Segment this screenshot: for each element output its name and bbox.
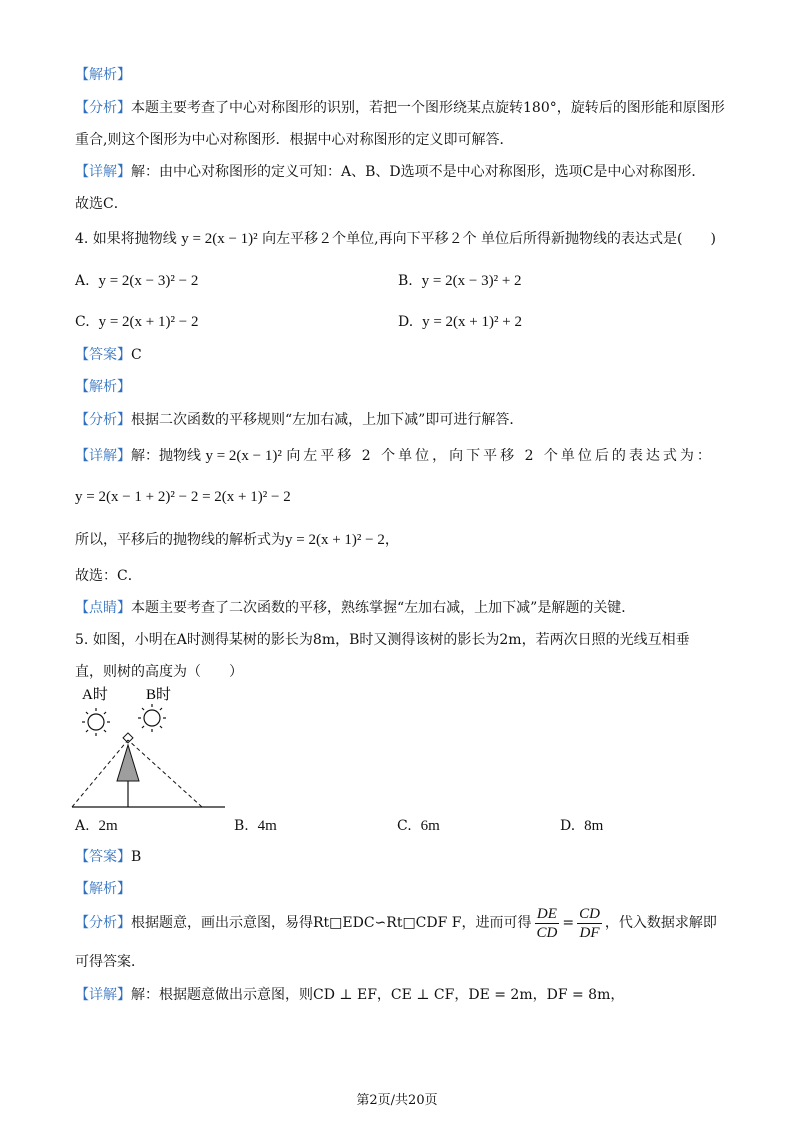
fraction-de-cd — [535, 905, 560, 942]
right-angle-mark — [123, 733, 133, 743]
q4-fenxi-tag: 【分析】 — [75, 412, 131, 428]
q5-xiangjie-tag: 【详解】 — [75, 987, 131, 1003]
fraction-cd-df-denominator: DF — [579, 924, 600, 941]
q4-stem — [75, 229, 716, 249]
q4-jiexi-tag: 【解析】 — [75, 379, 131, 395]
q4-suoyi — [75, 530, 399, 550]
q4-option-b-label: B. — [398, 273, 413, 289]
q5-option-b-text: 4m — [257, 818, 277, 834]
q3-xiangjie — [75, 162, 705, 182]
q5-option-d — [560, 816, 603, 836]
q5-answer-tag: 【答案】 — [75, 849, 131, 865]
q3-guxuan: 故选C． — [75, 196, 128, 212]
q5-option-a-text: 2m — [98, 818, 118, 834]
q4-xiangjie-b: 向左平移 2 个单位，向下平移 2 个单位后的表达式为： — [286, 448, 714, 464]
q3-fenxi-line1 — [75, 98, 725, 118]
ray-b-line — [128, 740, 202, 807]
q5-xiangjie — [75, 985, 624, 1005]
fraction-cd-df-numerator: CD — [579, 905, 600, 922]
q3-fenxi-line2: 重合,则这个图形为中心对称图形．根据中心对称图形的定义即可解答． — [75, 132, 514, 148]
q4-answer-tag: 【答案】 — [75, 347, 131, 363]
q4-option-a-label: A. — [75, 273, 90, 289]
q5-option-b — [234, 816, 277, 836]
sun-a-icon — [82, 708, 110, 736]
tree-shadow-figure — [70, 683, 230, 811]
q4-suoyi-b: ， — [384, 532, 399, 548]
q4-answer — [75, 345, 142, 365]
q4-guxuan: 故选：C． — [75, 568, 142, 584]
q4-xiangjie-tag: 【详解】 — [75, 448, 131, 464]
q4-answer-value: C — [131, 347, 142, 363]
q4-suoyi-formula: y = 2(x + 1)² − 2 — [285, 532, 385, 548]
q4-calc: y = 2(x − 1 + 2)² − 2 = 2(x + 1)² − 2 — [75, 489, 291, 505]
q5-option-b-label: B. — [234, 818, 249, 834]
tree-crown — [117, 745, 139, 781]
q5-fenxi-b: ，代入数据求解即 — [604, 915, 717, 931]
q5-option-c — [397, 816, 440, 836]
q4-option-c-label: C. — [75, 314, 90, 330]
fraction-de-cd-numerator: DE — [535, 905, 560, 924]
q5-fenxi-line2: 可得答案． — [75, 954, 145, 970]
q3-xiangjie-tag: 【详解】 — [75, 164, 131, 180]
q5-xiangjie-text: 解：根据题意做出示意图，则CD ⊥ EF，CE ⊥ CF，DE = 2m，DF = 8m， — [131, 987, 625, 1003]
q4-stem-formula: y = 2(x − 1)² — [181, 231, 258, 247]
q5-option-c-label: C. — [397, 818, 412, 834]
figure-label-b-time: B时 — [146, 687, 172, 703]
q3-xiangjie-text: 解：由中心对称图形的定义可知：A、B、D选项不是中心对称图形，选项C是中心对称图形． — [131, 164, 706, 180]
q4-option-a-text: y = 2(x − 3)² − 2 — [98, 273, 199, 289]
q4-xiangjie-a: 解：抛物线 — [131, 448, 201, 464]
figure-label-a-time: A时 — [82, 687, 108, 703]
q4-fenxi-text: 根据二次函数的平移规则“左加右减，上加下减”即可进行解答． — [131, 412, 524, 428]
q4-option-c-text: y = 2(x + 1)² − 2 — [98, 314, 199, 330]
q3-jiexi-tag: 【解析】 — [75, 67, 131, 83]
q3-fenxi-text: 本题主要考查了中心对称图形的识别，若把一个图形绕某点旋转180°，旋转后的图形能和原图形 — [131, 100, 725, 116]
q5-option-a-label: A. — [75, 818, 90, 834]
q3-fenxi-tag: 【分析】 — [75, 100, 131, 116]
q4-option-b — [398, 271, 522, 291]
q4-xiangjie-formula: y = 2(x − 1)² — [205, 448, 282, 464]
q4-xiangjie — [75, 446, 714, 466]
q4-stem-a: 4. 如果将抛物线 — [75, 231, 177, 247]
q5-answer — [75, 847, 141, 867]
q5-option-a — [75, 816, 118, 836]
q4-fenxi — [75, 410, 523, 430]
q4-dianjing — [75, 598, 635, 618]
sun-b-icon — [138, 704, 166, 732]
q4-suoyi-a: 所以，平移后的抛物线的解析式为 — [75, 532, 285, 548]
q5-answer-value: B — [131, 849, 142, 865]
q4-option-d-label: D. — [398, 314, 414, 330]
q4-option-a — [75, 271, 198, 291]
q5-fenxi-tag: 【分析】 — [75, 915, 131, 931]
q5-fenxi-line1: 【分析】根据题意，画出示意图，易得Rt□EDC∽Rt□CDF F，进而可得 $\frac{DE}{CD}$ = $\frac{CD}{DF}$ ，代入数据求解即 — [75, 905, 717, 941]
q4-dianjing-tag: 【点睛】 — [75, 600, 131, 616]
q5-stem-line1: 5. 如图，小明在A时测得某树的影长为8m，B时又测得该树的影长为2m，若两次日照的光线互相垂 — [75, 632, 690, 648]
q5-option-c-text: 6m — [420, 818, 440, 834]
page-footer: 第2页/共20页 — [356, 1093, 438, 1108]
q5-fenxi-a: 根据题意，画出示意图，易得Rt□EDC∽Rt□CDF F，进而可得 — [131, 915, 532, 931]
q4-option-b-text: y = 2(x − 3)² + 2 — [421, 273, 522, 289]
q4-dianjing-text: 本题主要考查了二次函数的平移，熟练掌握“左加右减，上加下减”是解题的关键． — [131, 600, 636, 616]
q5-stem-line2: 直，则树的高度为（ ） — [75, 664, 243, 680]
q4-option-d-text: y = 2(x + 1)² + 2 — [422, 314, 522, 330]
q4-option-d — [398, 312, 522, 332]
fraction-cd-df — [577, 905, 602, 942]
q4-option-c — [75, 312, 198, 332]
q5-option-d-text: 8m — [584, 818, 604, 834]
q4-stem-b: 向左平移２个单位,再向下平移２个 单位后所得新抛物线的表达式是( ) — [262, 231, 716, 247]
fraction-de-cd-denominator: CD — [536, 924, 558, 941]
q5-option-d-label: D. — [560, 818, 576, 834]
q5-jiexi-tag: 【解析】 — [75, 881, 131, 897]
